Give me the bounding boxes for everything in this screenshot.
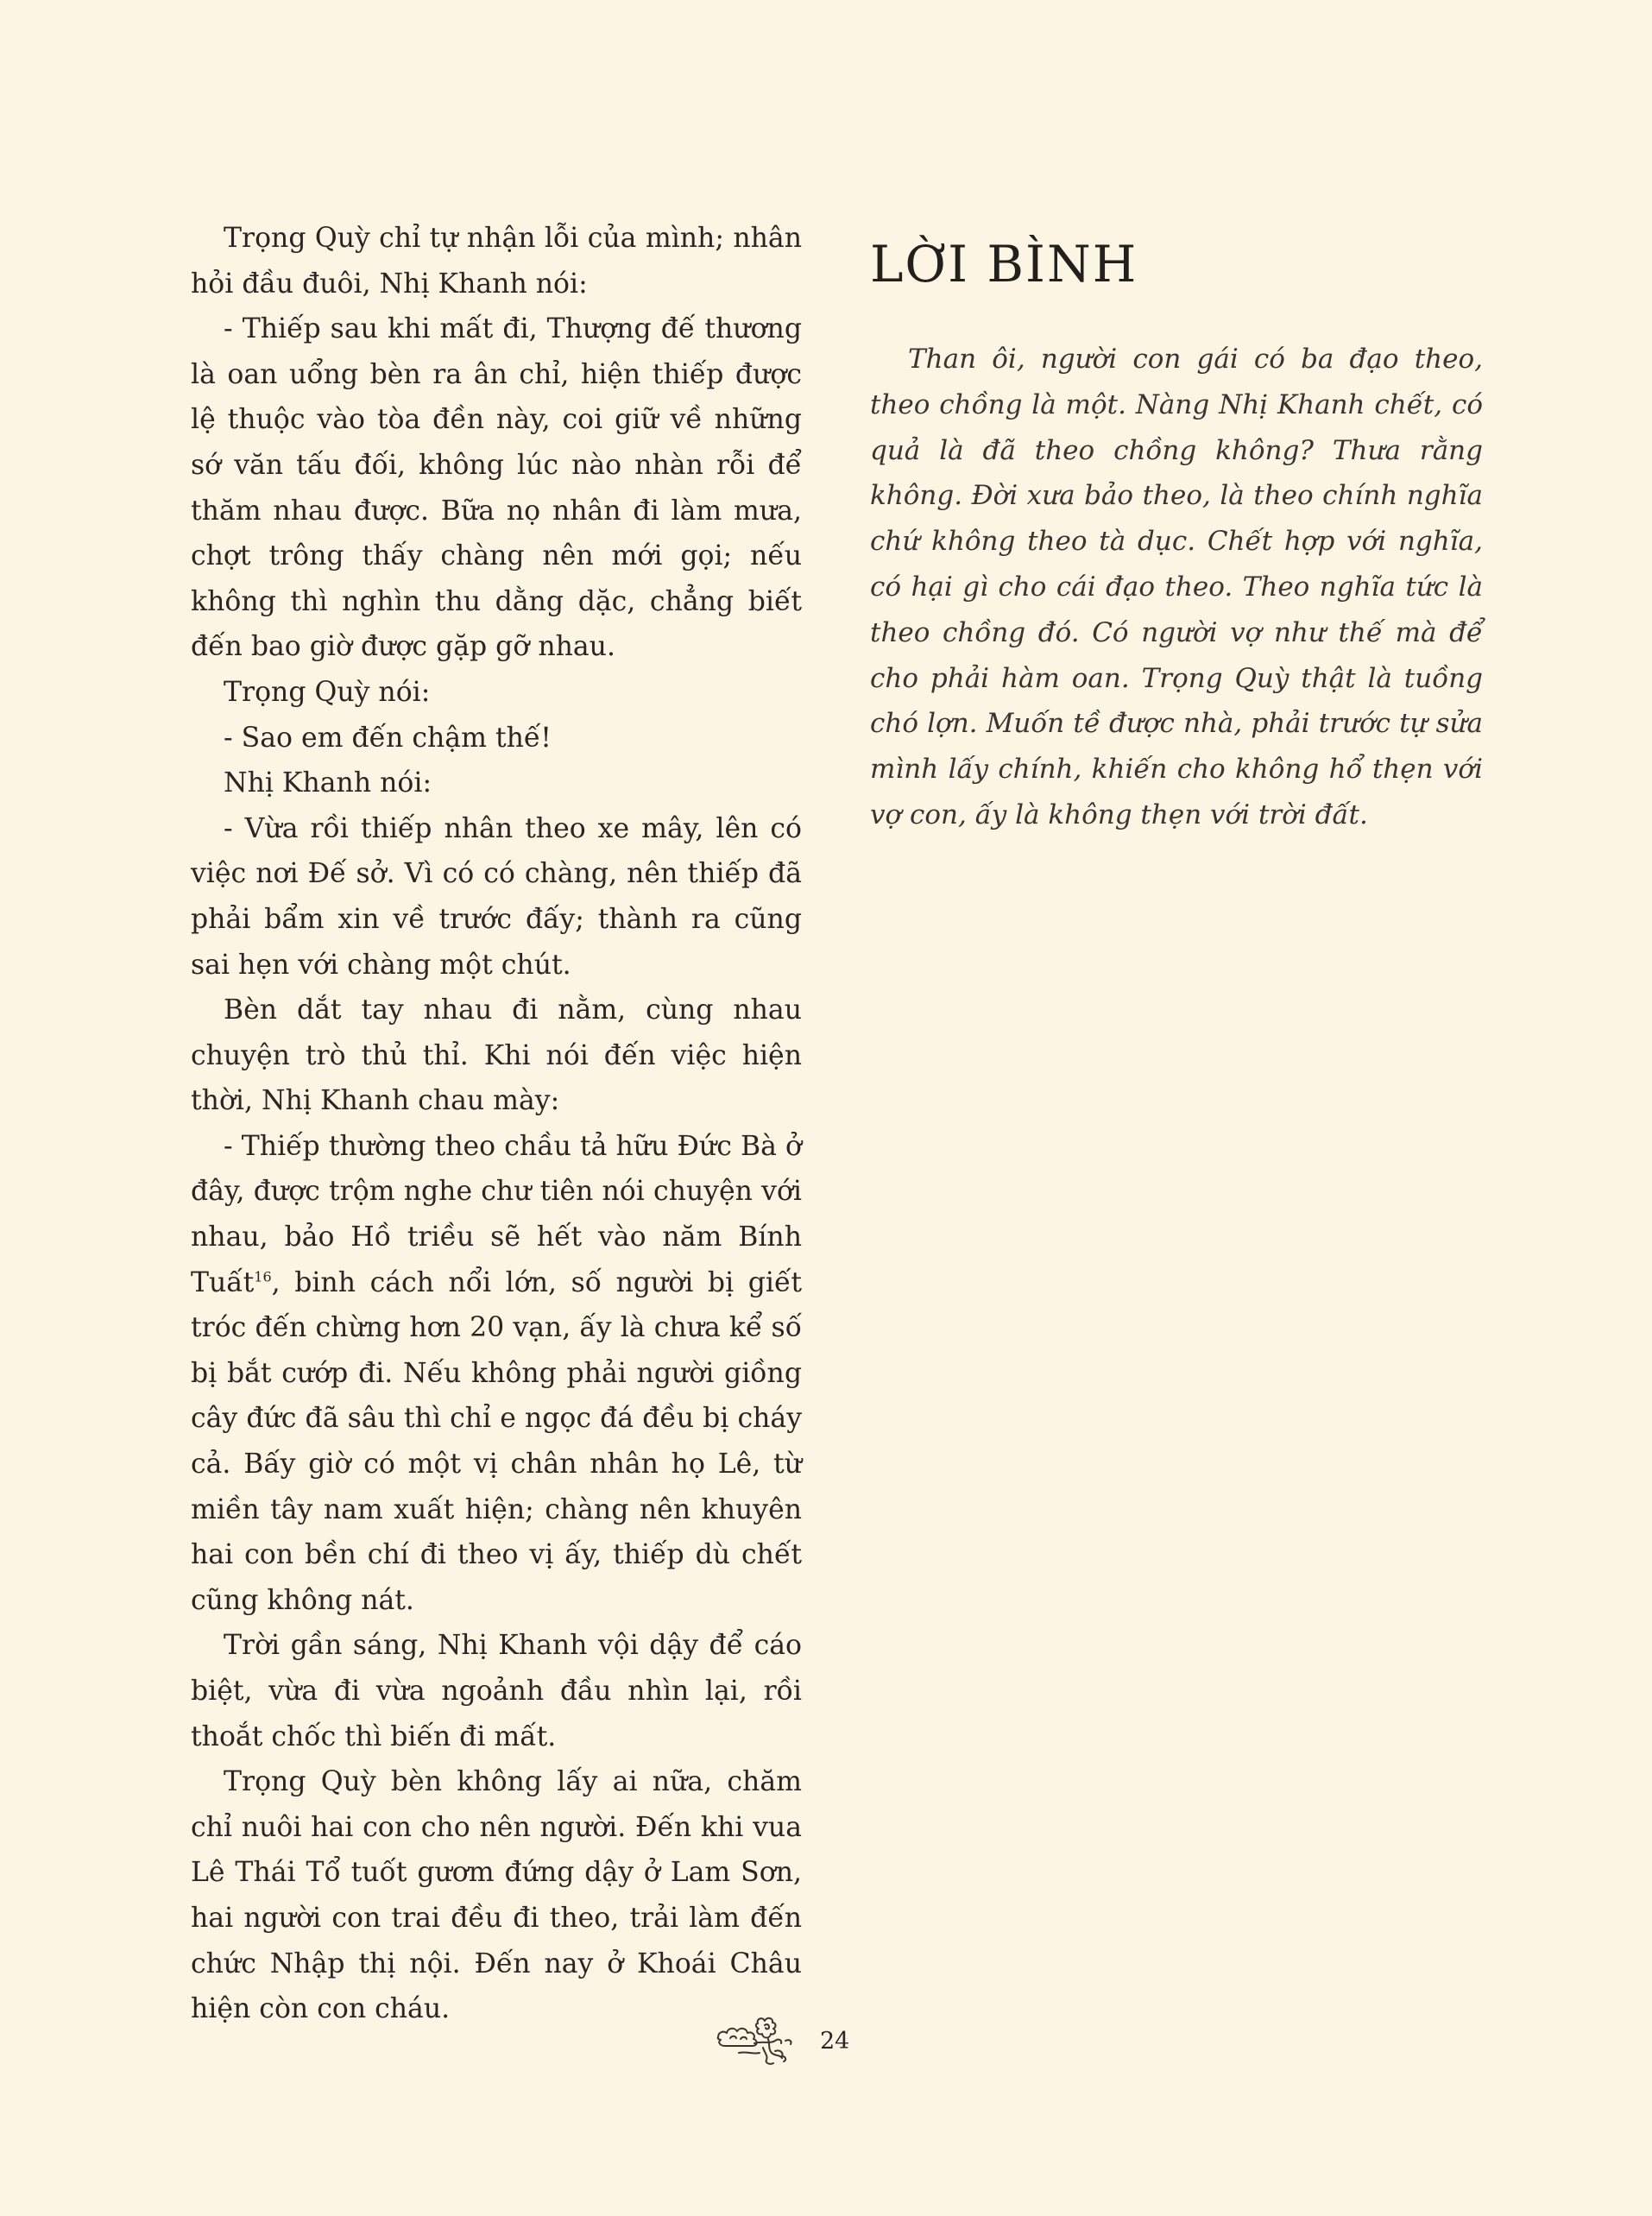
paragraph: Trọng Quỳ nói: <box>224 676 431 708</box>
cloud-ornament-icon <box>713 2015 815 2067</box>
footnote-marker[interactable]: 16 <box>254 1268 272 1285</box>
commentary-heading: LỜI BÌNH <box>870 235 1138 294</box>
paragraph: Bèn dắt tay nhau đi nằm, cùng nhau chuyện trò thủ thỉ. Khi nói đến việc hiện thời, Nhị Khanh chau mày: <box>191 994 802 1117</box>
page-footer <box>713 2015 849 2067</box>
paragraph-text: - Thiếp thường theo chầu tả hữu Đức Bà ở đây, được trộm nghe chư tiên nói chuyện với nhau, bảo Hồ triều sẽ hết vào năm Bính Tuất <box>191 1130 802 1298</box>
paragraph-text: , binh cách nổi lớn, số người bị giết tróc đến chừng hơn 20 vạn, ấy là chưa kể số bị bắt cướp đi. Nếu không phải người giồng cây đức đã sâu thì chỉ e ngọc đá đều bị cháy cả. Bấy giờ có một vị chân nhân họ Lê, từ miền tây nam xuất hiện; chàng nên khuyên hai con bền chí đi theo vị ấy, thiếp dù chết cũng không nát. <box>191 1266 802 1616</box>
paragraph: Trời gần sáng, Nhị Khanh vội dậy để cáo biệt, vừa đi vừa ngoảnh đầu nhìn lại, rồi thoắt chốc thì biến đi mất. <box>191 1630 802 1752</box>
commentary-text: Than ôi, người con gái có ba đạo theo, theo chồng là một. Nàng Nhị Khanh chết, có quả là đã theo chồng không? Thưa rằng không. Đời xưa bảo theo, là theo chính nghĩa chứ không theo tà dục. Chết hợp với nghĩa, có hại gì cho cái đạo theo. Theo nghĩa tức là theo chồng đó. Có người vợ như thế mà để cho phải hàm oan. Trọng Quỳ thật là tuồng chó lợn. Muốn tề được nhà, phải trước tự sửa mình lấy chính, khiến cho không hổ thẹn với vợ con, ấy là không thẹn với trời đất. <box>870 344 1483 830</box>
paragraph: Nhị Khanh nói: <box>224 767 432 799</box>
paragraph <box>191 1124 802 1624</box>
paragraph: Trọng Quỳ chỉ tự nhận lỗi của mình; nhân hỏi đầu đuôi, Nhị Khanh nói: <box>191 223 802 300</box>
paragraph: Trọng Quỳ bèn không lấy ai nữa, chăm chỉ nuôi hai con cho nên người. Đến khi vua Lê Thái Tổ tuốt gươm đứng dậy ở Lam Sơn, hai người con trai đều đi theo, trải làm đến chức Nhập thị nội. Đến nay ở Khoái Châu hiện còn con cháu. <box>191 1766 802 2025</box>
paragraph: - Vừa rồi thiếp nhân theo xe mây, lên có việc nơi Đế sở. Vì có có chàng, nên thiếp đã phải bẩm xin về trước đấy; thành ra cũng sai hẹn với chàng một chút. <box>191 812 802 981</box>
main-text-column <box>191 216 802 2032</box>
paragraph: - Sao em đến chậm thế! <box>224 722 552 754</box>
paragraph: - Thiếp sau khi mất đi, Thượng đế thương là oan uổng bèn ra ân chỉ, hiện thiếp được lệ thuộc vào tòa đền này, coi giữ về những sớ văn tấu đối, không lúc nào nhàn rỗi để thăm nhau được. Bữa nọ nhân đi làm mưa, chợt trông thấy chàng nên mới gọi; nếu không thì nghìn thu dằng dặc, chẳng biết đến bao giờ được gặp gỡ nhau. <box>191 313 802 663</box>
page-number: 24 <box>820 2027 850 2055</box>
